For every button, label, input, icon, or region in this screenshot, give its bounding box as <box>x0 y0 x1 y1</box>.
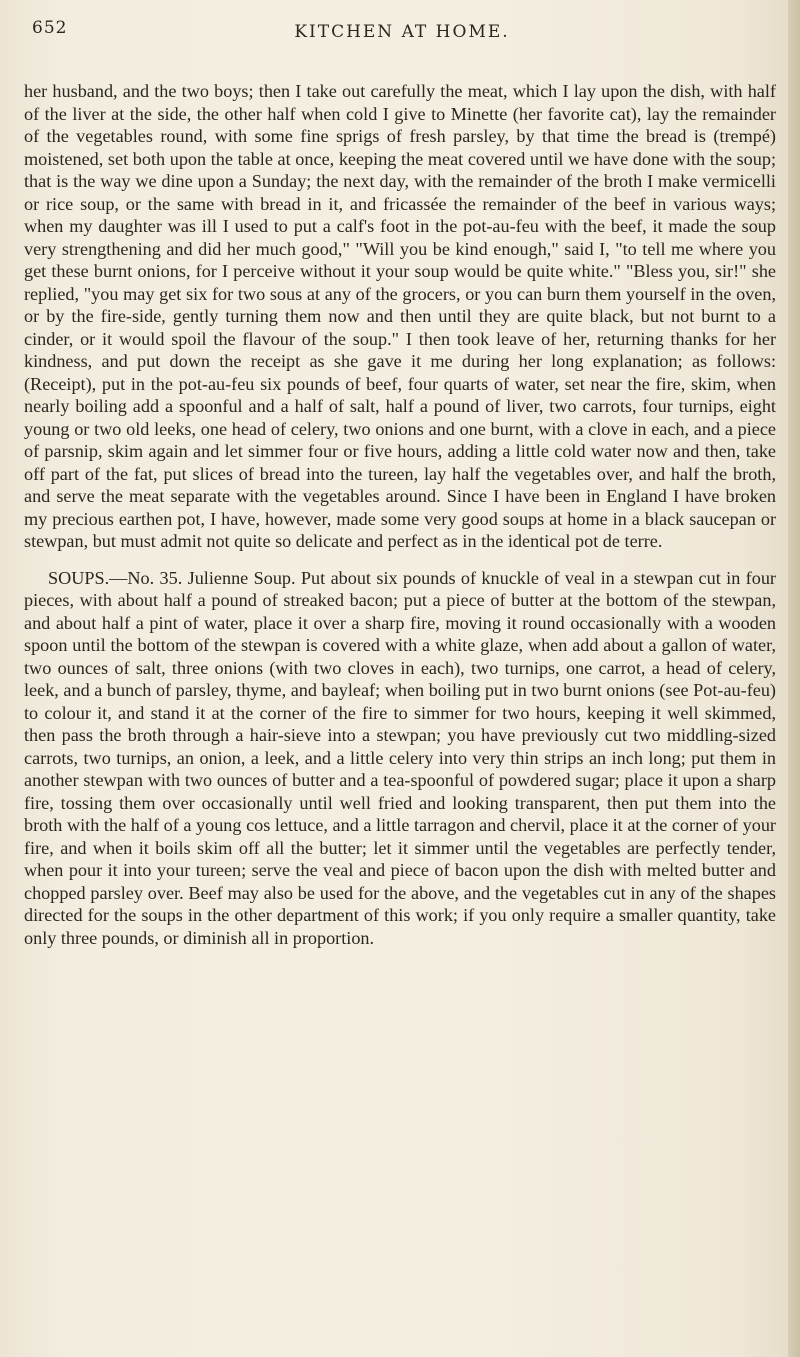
page-header <box>32 8 772 48</box>
paragraph-pot-au-feu: her husband, and the two boys; then I take out carefully the meat, which I lay upon the dish, with half of the liver at the side, the other half when cold I give to Minette (her favorite cat), lay the remainder of the vegetables round, with some fine sprigs of fresh parsley, by that time the bread is (trempé) moistened, set both upon the table at once, keeping the meat covered until we have done with the soup; that is the way we dine upon a Sunday; the next day, with the remainder of the broth I make vermicelli or rice soup, or the same with bread in it, and fricassée the remainder of the beef in various ways; when my daughter was ill I used to put a calf's foot in the pot-au-feu with the beef, it made the soup very strengthening and did her much good," "Will you be kind enough," said I, "to tell me where you get these burnt onions, for I perceive without it your soup would be quite white." "Bless you, sir!" she replied, "you may get six for two sous at any of the grocers, or you can burn them yourself in the oven, or by the fire-side, gently turning them now and then until they are quite black, but not burnt to a cinder, or it would spoil the flavour of the soup." I then took leave of her, returning thanks for her kindness, and put down the receipt as she gave it me during her long explanation; as follows: (Receipt), put in the pot-au-feu six pounds of beef, four quarts of water, set near the fire, skim, when nearly boiling add a spoonful and a half of salt, half a pound of liver, two carrots, four turnips, eight young or two old leeks, one head of celery, two onions and one burnt, with a clove in each, and a piece of parsnip, skim again and let simmer four or five hours, adding a little cold water now and then, take off part of the fat, put slices of bread into the tureen, lay half the vegetables over, and half the broth, and serve the meat separate with the vegetables around. Since I have been in England I have broken my precious earthen pot, I have, however, made some very good soups at home in a black saucepan or stewpan, but must admit not quite so delicate and perfect as in the identical pot de terre. <box>24 81 776 551</box>
page-edge <box>788 0 800 1357</box>
paragraph-julienne-soup: SOUPS.—No. 35. Julienne Soup. Put about six pounds of knuckle of veal in a stewpan cut in four pieces, with about half a pound of streaked bacon; put a piece of butter at the bottom of the stewpan, and about half a pint of water, place it over a sharp fire, moving it round occasionally with a wooden spoon until the bottom of the stewpan is covered with a white glaze, when add about a gallon of water, two ounces of salt, three onions (with two cloves in each), two turnips, one carrot, a head of celery, leek, and a bunch of parsley, thyme, and bayleaf; when boiling put in two burnt onions (see Pot-au-feu) to colour it, and stand it at the corner of the fire to simmer for two hours, keeping it well skimmed, then pass the broth through a hair-sieve into a stewpan; you have previously cut two middling-sized carrots, two turnips, an onion, a leek, and a little celery into very thin strips an inch long; put them in another stewpan with two ounces of butter and a tea-spoonful of powdered sugar; place it upon a sharp fire, tossing them over occasionally until well fried and looking transparent, then put them into the broth with the half of a young cos lettuce, and a little tarragon and chervil, place it at the corner of your fire, and when it boils skim off all the butter; let it simmer until the vegetables are perfectly tender, when pour it into your tureen; serve the veal and piece of bacon upon the dish with melted butter and chopped parsley over. Beef may also be used for the above, and the vegetables cut in any of the shapes directed for the soups in the other department of this work; if you only require a smaller quantity, take only three pounds, or diminish all in proportion. <box>24 567 776 948</box>
body-text <box>24 80 776 949</box>
page-number: 652 <box>32 18 68 38</box>
running-head: KITCHEN AT HOME. <box>294 22 510 42</box>
